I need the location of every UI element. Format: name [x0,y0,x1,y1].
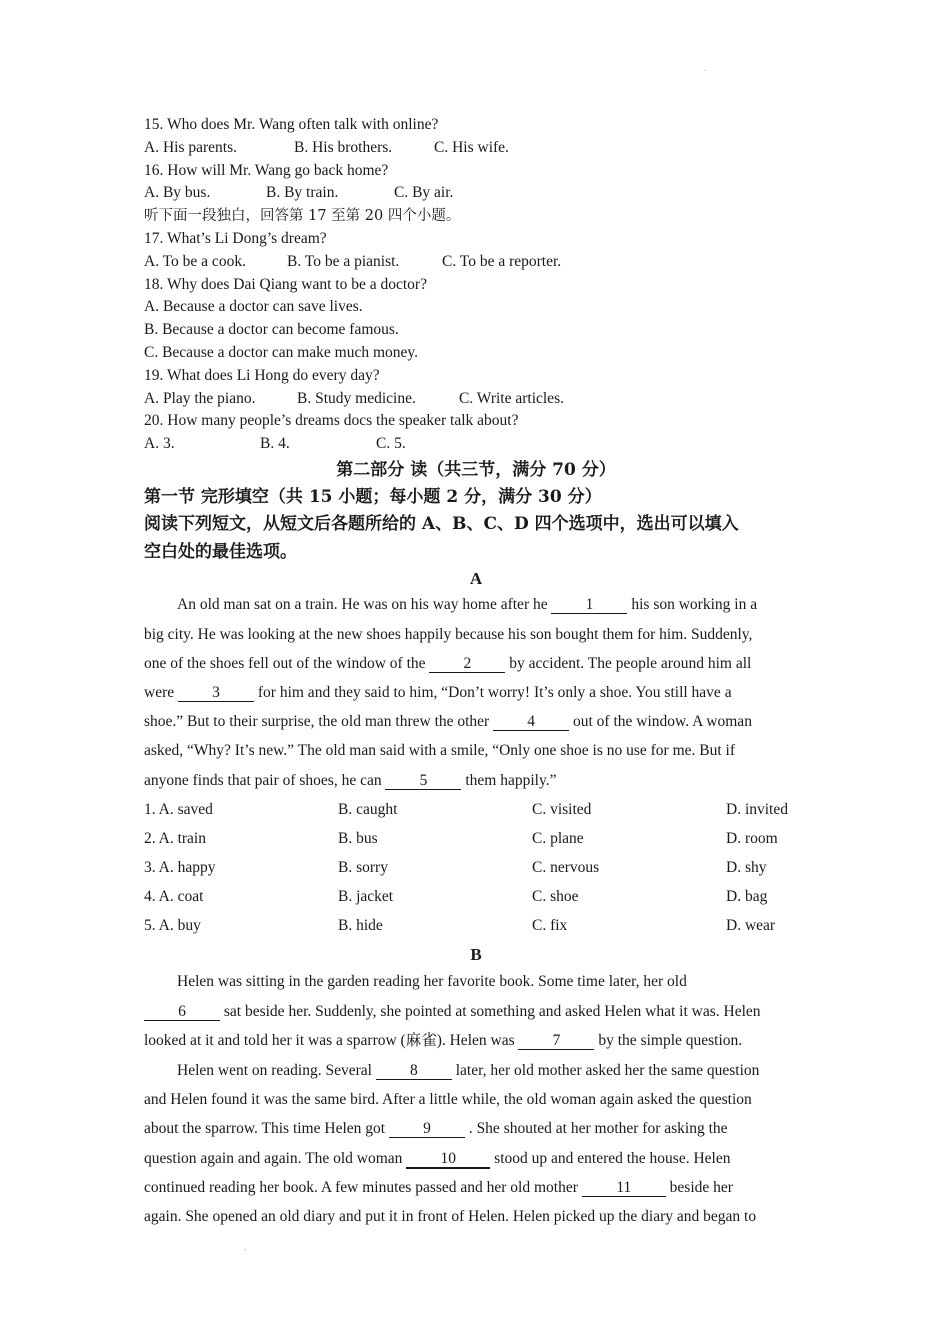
option-c: C. To be a reporter. [442,252,562,270]
question-16-options [144,182,808,205]
blank-6: 6 [144,1003,220,1021]
option-4b: B. jacket [338,888,394,906]
blank-5: 5 [385,772,461,790]
passage-a-label: A [469,569,483,589]
option-c: C. By air. [394,184,454,202]
part-2-title: 第二部分 读（共三节，满分 70 分） [336,459,616,480]
question-17: 17. What’s Li Dong’s dream? [144,229,327,247]
option-5b: B. hide [338,917,383,935]
option-5d: D. wear [726,917,776,935]
question-15: 15. Who does Mr. Wang often talk with online? [144,116,439,133]
passage-line: looked at it and told her it was a sparrow (麻雀). Helen was 7 by the simple question. [144,1031,743,1049]
option-5a: 5. A. buy [144,917,201,935]
question-19: 19. What does Li Hong do every day? [144,366,380,384]
option-3c: C. nervous [532,859,600,877]
option-1a: 1. A. saved [144,800,213,818]
blank-10: 10 [406,1150,490,1169]
blank-4: 4 [493,713,569,731]
passage-line: An old man sat on a train. He was on his way home after he 1 his son working in a [177,596,758,614]
option-1c: C. visited [532,800,592,818]
blank-1: 1 [551,596,627,614]
option-a: A. His parents. [144,138,237,156]
question-18-option-b: B. Because a doctor can become famous. [144,321,399,339]
passage-line: Helen went on reading. Several 8 later, her old mother asked her the same question [177,1061,760,1079]
passage-b [144,967,808,1231]
blank-3: 3 [178,684,254,702]
option-5c: C. fix [532,917,568,935]
question-16: 16. How will Mr. Wang go back home? [144,161,389,179]
option-1b: B. caught [338,800,398,818]
question-18-option-a: A. Because a doctor can save lives. [144,298,363,316]
option-b: B. To be a pianist. [287,252,400,270]
option-4c: C. shoe [532,888,579,906]
option-b: B. 4. [260,435,290,453]
option-b: B. Study medicine. [297,389,416,407]
option-2d: D. room [726,829,778,847]
question-20-options [144,433,808,456]
option-b: B. By train. [266,184,339,202]
option-3a: 3. A. happy [144,859,216,877]
passage-line: asked, “Why? It’s new.” The old man said with a smile, “Only one shoe is no use for me. But if [144,742,736,760]
option-2b: B. bus [338,829,378,847]
exam-page [144,114,808,1231]
passage-b-label: B [470,945,482,965]
passage-line: shoe.” But to their surprise, the old man threw the other 4 out of the window. A woman [144,713,752,731]
passage-line: about the sparrow. This time Helen got 9 . She shouted at her mother for asking the [144,1120,728,1138]
passage-line: and Helen found it was the same bird. After a little while, the old woman again asked the question [144,1091,752,1109]
passage-line: continued reading her book. A few minutes passed and her old mother 11 beside her [144,1178,733,1196]
blank-9: 9 [389,1120,465,1138]
question-19-options [144,388,808,411]
option-c: C. 5. [376,435,406,453]
passage-a-options [144,795,808,940]
section-1-title: 第一节 完形填空（共 15 小题；每小题 2 分，满分 30 分） [144,486,602,507]
passage-line: Helen was sitting in the garden reading her favorite book. Some time later, her old [177,973,687,991]
blank-2: 2 [429,655,505,673]
question-17-options [144,251,808,274]
passage-line: were 3 for him and they said to him, “Don’t worry! It’s only a shoe. You still have a [144,684,732,702]
option-b: B. His brothers. [294,138,393,156]
question-18: 18. Why does Dai Qiang want to be a doctor? [144,275,427,293]
passage-line: 6 sat beside her. Suddenly, she pointed at something and asked Helen what it was. Helen [144,997,808,1026]
option-4a: 4. A. coat [144,888,204,906]
option-c: C. His wife. [434,138,509,156]
option-3b: B. sorry [338,859,388,877]
question-20: 20. How many people’s dreams docs the speaker talk about? [144,412,519,430]
blank-7: 7 [518,1032,594,1050]
passage-a [144,590,808,794]
option-3d: D. shy [726,859,767,877]
directions-line-2: 空白处的最佳选项。 [144,541,297,562]
listening-instruction: 听下面一段独白，回答第 17 至第 20 四个小题。 [144,208,461,225]
option-1d: D. invited [726,800,788,818]
passage-line: anyone finds that pair of shoes, he can 5 them happily.” [144,771,557,789]
option-a: A. To be a cook. [144,252,246,270]
option-c: C. Write articles. [459,389,564,407]
option-a: A. 3. [144,435,175,453]
question-18-option-c: C. Because a doctor can make much money. [144,343,419,361]
passage-line: again. She opened an old diary and put it in front of Helen. Helen picked up the diary and began to [144,1207,757,1225]
question-15-options [144,137,808,160]
option-4d: D. bag [726,888,768,906]
option-a: A. Play the piano. [144,389,256,407]
passage-line: one of the shoes fell out of the window of the 2 by accident. The people around him all [144,654,752,672]
option-2c: C. plane [532,829,584,847]
passage-line: big city. He was looking at the new shoes happily because his son bought them for him. Suddenly, [144,625,753,643]
scan-dot-bottom [244,1249,246,1250]
blank-8: 8 [376,1062,452,1080]
directions-line-1: 阅读下列短文，从短文后各题所给的 A、B、C、D 四个选项中，选出可以填入 [144,514,739,535]
option-a: A. By bus. [144,184,211,202]
blank-11: 11 [582,1179,666,1197]
option-2a: 2. A. train [144,829,206,847]
passage-line: question again and again. The old woman 10 stood up and entered the house. Helen [144,1149,731,1167]
scan-dot-top [704,70,706,71]
